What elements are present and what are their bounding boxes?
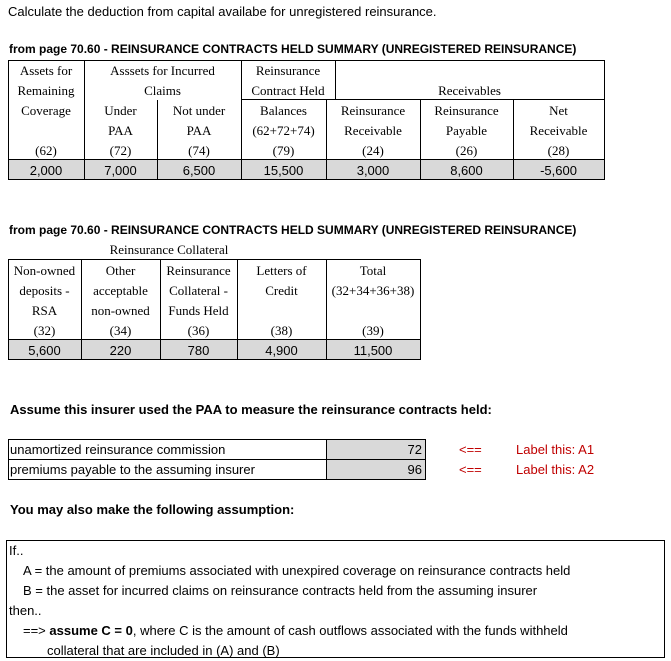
t2-value: 5,600 <box>28 343 61 358</box>
t1-reins-pay-line1: Reinsurance <box>434 103 499 118</box>
assumption-c-rest: , where C is the amount of cash outflows associated with the funds withheld <box>132 623 568 638</box>
assumption-if: If.. <box>9 543 24 558</box>
t1-balances-line2: (62+72+74) <box>252 123 315 138</box>
table2-title: from page 70.60 - REINSURANCE CONTRACTS HELD SUMMARY (UNREGISTERED REINSURANCE) <box>9 223 577 237</box>
assumption-c-line2: collateral that are included in (A) and (B) <box>47 643 280 658</box>
t1-reins-pay-line2: Payable <box>445 123 488 138</box>
t1-notunder-line1: Not under <box>172 103 226 118</box>
t1-value: 3,000 <box>356 163 390 178</box>
t1-balances-group-line2: Contract Held <box>251 83 325 98</box>
t2-value: 780 <box>187 343 210 358</box>
t1-assets-line3: Coverage <box>21 103 71 118</box>
t2-code: (32) <box>33 323 56 338</box>
assumption-title: You may also make the following assumption: <box>10 502 295 517</box>
t2-value: 11,500 <box>353 343 393 358</box>
input-value-a2[interactable]: 96 <box>407 462 422 477</box>
t2-other-line1: Other <box>105 263 136 278</box>
t2-other-line2: acceptable <box>93 283 148 298</box>
assumption-then: then.. <box>9 603 42 618</box>
assumption-c <box>23 623 568 638</box>
t1-value: 6,500 <box>182 163 216 178</box>
note-a2: Label this: A2 <box>516 462 595 477</box>
assumption-a: A = the amount of premiums associated with unexpired coverage on reinsurance contracts held <box>23 563 571 578</box>
t2-letters-line2: Credit <box>265 283 298 298</box>
input-value-a1[interactable]: 72 <box>407 442 422 457</box>
t1-net-line2: Receivable <box>529 123 588 138</box>
t2-collateral-line3: Funds Held <box>168 303 229 318</box>
t2-code: (36) <box>187 323 210 338</box>
t1-balances-group-line1: Reinsurance <box>255 63 321 78</box>
t1-receivables-group: Receivables <box>438 83 501 98</box>
t1-value: -5,600 <box>540 163 577 178</box>
t2-code: (34) <box>109 323 132 338</box>
table1-title: from page 70.60 - REINSURANCE CONTRACTS HELD SUMMARY (UNREGISTERED REINSURANCE) <box>9 42 577 56</box>
input-label-a1: unamortized reinsurance commission <box>10 442 226 457</box>
t1-value: 8,600 <box>450 163 483 178</box>
t1-code: (74) <box>188 143 210 158</box>
assumption-c-bold: assume C = 0 <box>49 623 133 638</box>
t1-code: (28) <box>547 143 570 158</box>
t1-reins-recv-line1: Reinsurance <box>340 103 406 118</box>
t2-other-line3: non-owned <box>91 303 150 318</box>
t2-collateral-line1: Reinsurance <box>166 263 231 278</box>
t1-code: (79) <box>272 143 295 158</box>
t1-reins-recv-line2: Receivable <box>344 123 402 138</box>
t1-notunder-line2: PAA <box>186 123 212 138</box>
t2-total-line2: (32+34+36+38) <box>331 283 415 298</box>
t2-nonowned-line2: deposits - <box>19 283 70 298</box>
arrow-a1: <== <box>459 442 482 457</box>
t2-code: (38) <box>270 323 293 338</box>
t2-collateral-line2: Collateral - <box>169 283 228 298</box>
arrow-a2: <== <box>459 462 482 477</box>
t1-incurred-group-line2: Claims <box>144 83 181 98</box>
input-label-a2: premiums payable to the assuming insurer <box>10 462 255 477</box>
t1-under-line1: Under <box>104 103 137 118</box>
t1-under-line2: PAA <box>108 123 133 138</box>
t1-assets-line2: Remaining <box>17 83 75 98</box>
t1-code: (26) <box>455 143 478 158</box>
t2-nonowned-line1: Non-owned <box>13 263 76 278</box>
t2-value: 220 <box>109 343 132 358</box>
t1-net-line1: Net <box>549 103 568 118</box>
t1-code: (72) <box>109 143 132 158</box>
t2-letters-line1: Letters of <box>256 263 307 278</box>
assumption-b: B = the asset for incurred claims on reinsurance contracts held from the assuming insurer <box>23 583 538 598</box>
t1-balances-line1: Balances <box>260 103 307 118</box>
note-a1: Label this: A1 <box>516 442 595 457</box>
t1-value: 15,500 <box>263 163 304 178</box>
t1-code: (62) <box>35 143 57 158</box>
t2-collateral-group: Reinsurance Collateral <box>109 242 229 257</box>
t2-total-line1: Total <box>359 263 387 278</box>
t2-value: 4,900 <box>265 343 298 358</box>
intro-text: Calculate the deduction from capital availabe for unregistered reinsurance. <box>8 4 437 19</box>
t2-nonowned-line3: RSA <box>31 303 58 318</box>
assumption-c-prefix: ==> <box>23 623 50 638</box>
t1-incurred-group-line1: Asssets for Incurred <box>110 63 215 78</box>
t1-assets-line1: Assets for <box>19 63 73 78</box>
t2-code: (39) <box>362 323 384 338</box>
assumption-box <box>6 540 665 658</box>
t1-value: 2,000 <box>29 163 63 178</box>
assume-title: Assume this insurer used the PAA to measure the reinsurance contracts held: <box>10 402 492 417</box>
t1-code: (24) <box>362 143 384 158</box>
t1-value: 7,000 <box>104 163 137 178</box>
